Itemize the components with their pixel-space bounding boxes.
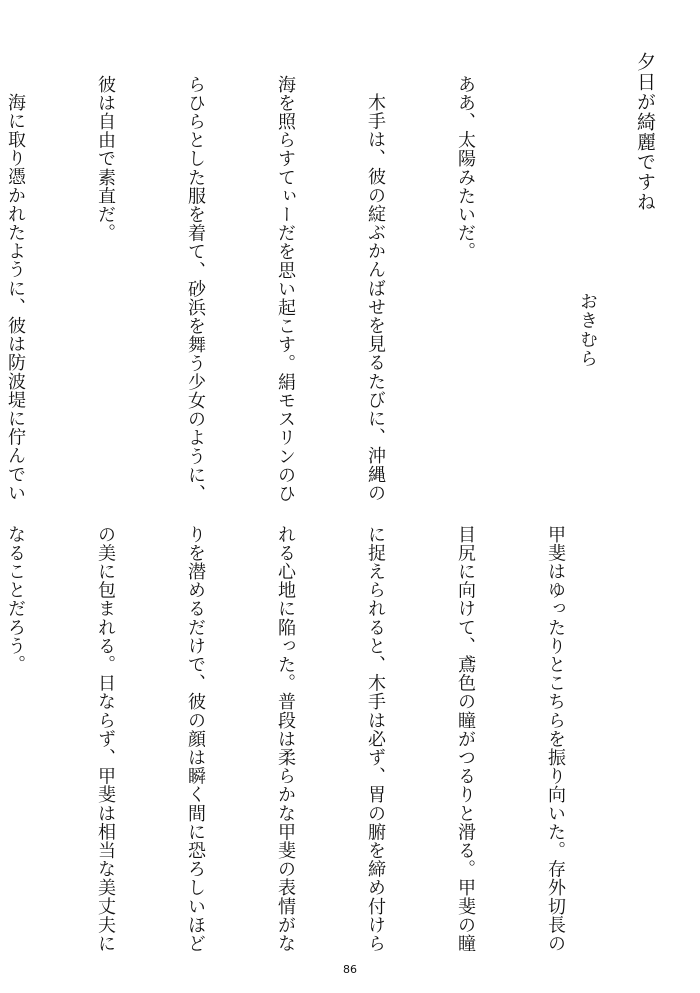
lower-column: りを潜めるだけで、彼の顔は瞬く間に恐ろしいほど [185,525,206,953]
story-title: 夕日が綺麗ですね [634,52,656,212]
lower-column: 甲斐はゆったりとこちらを振り向いた。存外切長の [545,525,566,953]
lower-column: なることだろう。 [5,525,26,674]
lower-column: の美に包まれる。日ならず、甲斐は相当な美丈夫に [95,525,116,953]
upper-column: 木手は、彼の綻ぶかんばせを見るたびに、沖縄の [365,93,386,503]
lower-column: 目尻に向けて、鳶色の瞳がつるりと滑る。甲斐の瞳 [455,525,476,953]
author-name: おきむら [577,292,598,368]
upper-text-block [0,75,540,521]
lower-column: に捉えられると、木手は必ず、胃の腑を締め付けら [365,525,386,953]
page-number: 86 [343,963,357,976]
upper-column: 海を照らすてぃーだを思い起こす。絹モスリンのひ [275,75,296,503]
upper-column: らひらとした服を着て、砂浜を舞う少女のように、 [185,75,206,503]
upper-column: 海に取り憑かれたように、彼は防波堤に佇んでい [5,93,26,503]
lower-text-block [0,525,630,953]
upper-column: 彼は自由で素直だ。 [95,75,116,243]
upper-column: ああ、太陽みたいだ。 [455,75,476,261]
lower-column: れる心地に陥った。普段は柔らかな甲斐の表情がな [275,525,296,953]
